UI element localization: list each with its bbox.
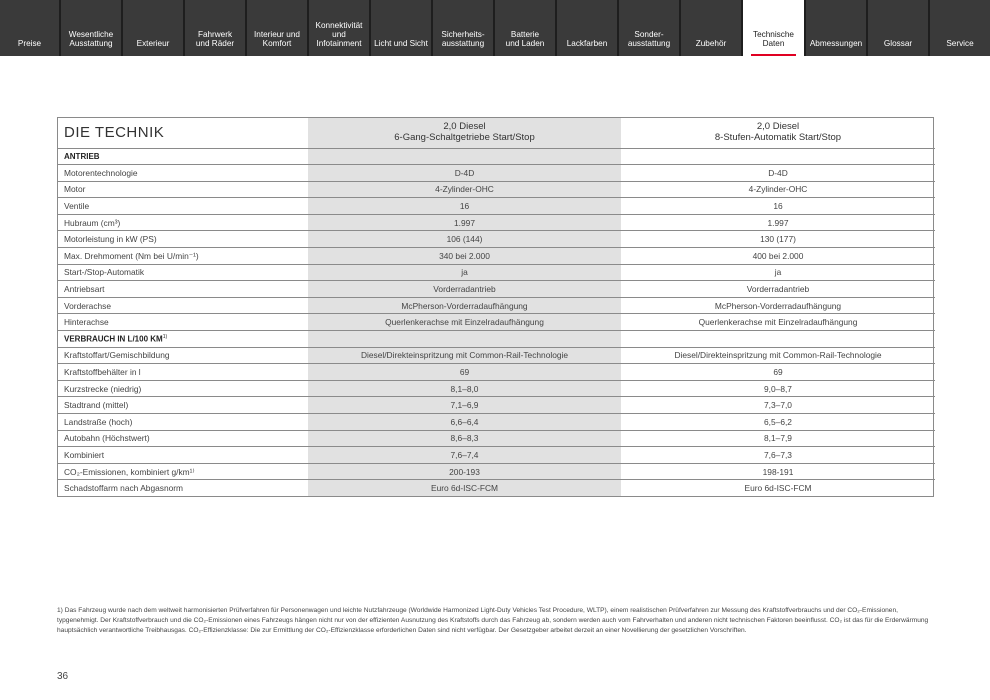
technical-data-table — [57, 117, 934, 497]
table-row — [58, 264, 935, 281]
nav-tab-interieur-und-komfort[interactable]: Interieur und Komfort — [247, 0, 309, 56]
table-header-row — [58, 118, 935, 148]
row-value: 106 (144) — [308, 231, 621, 248]
row-value: 130 (177) — [621, 231, 935, 248]
row-value: 8,1–8,0 — [308, 380, 621, 397]
table-row — [58, 281, 935, 298]
row-value: Diesel/Direkteinspritzung mit Common-Rail-Technologie — [308, 347, 621, 364]
row-value: 9,0–8,7 — [621, 380, 935, 397]
row-value: Euro 6d-ISC-FCM — [744, 483, 812, 494]
row-value: 8,1–7,9 — [621, 430, 935, 447]
nav-tab-exterieur[interactable]: Exterieur — [123, 0, 185, 56]
row-label: Motor — [58, 181, 308, 198]
footnote: 1) Das Fahrzeug wurde nach dem weltweit harmonisierten Prüfverfahren für Personenwagen und leichte Nutzfahrzeuge (Worldwide Harmonized Light-Duty Vehicles Test Procedure, WLTP), einem realistischen Prüfverfahren zur Messung des Kraftstoffverbrauchs und der CO₂-Emissionen, typgenehmigt. Der Kraftstoffverbrauch und die CO₂-Emissionen eines Fahrzeugs hängen nicht nur von der effizienten Ausnutzung des Kraftstoffs durch das Fahrzeug ab, sondern werden auch vom Fahrverhalten und anderen nicht technischen Faktoren beeinflusst. CO₂ ist das für die Erderwärmung hauptsächlich verantwortliche Treibhausgas. CO₂-Effizienzklasse: Die zur Ermittlung der CO₂-Effizienzklasse erforderlichen Daten sind nicht verfügbar. Der Gesetzgeber arbeitet derzeit an einer Novellierung der gesetzlichen Vorschriften. — [57, 607, 929, 634]
section-row-verbrauch — [58, 331, 935, 348]
nav-tab-sonder-ausstattung[interactable]: Sonder- ausstattung — [619, 0, 681, 56]
section-cell — [308, 148, 621, 165]
column-header-manual — [308, 118, 621, 148]
table-title: DIE TECHNIK — [58, 118, 308, 148]
row-value: 198-191 — [621, 463, 935, 480]
section-cell — [621, 148, 935, 165]
table-row — [58, 414, 935, 431]
row-value: ja — [308, 264, 621, 281]
row-label: Schadstoffarm nach Abgasnorm — [64, 483, 184, 494]
row-label: Ventile — [58, 198, 308, 215]
nav-tab-service[interactable]: Service — [930, 0, 990, 56]
row-label: Kraftstoffbehälter in l — [58, 364, 308, 381]
nav-tab-konnektivität-und-infotainment[interactable]: Konnektivität und Infotainment — [309, 0, 371, 56]
row-value: 7,1–6,9 — [308, 397, 621, 414]
row-value: 8,6–8,3 — [308, 430, 621, 447]
row-value: 6,6–6,4 — [308, 414, 621, 431]
nav-tab-preise[interactable]: Preise — [0, 0, 61, 56]
row-value: 4-Zylinder-OHC — [621, 181, 935, 198]
section-label-antrieb: ANTRIEB — [58, 148, 308, 165]
row-label: Motorleistung in kW (PS) — [58, 231, 308, 248]
row-value: 16 — [308, 198, 621, 215]
row-value: 69 — [621, 364, 935, 381]
row-value: McPherson-Vorderradaufhängung — [308, 297, 621, 314]
nav-tab-abmessungen[interactable]: Abmessungen — [806, 0, 868, 56]
table-row — [58, 214, 935, 231]
section-label-verbrauch-text: VERBRAUCH IN L/100 KM — [64, 334, 163, 344]
row-label: CO₂-Emissionen, kombiniert g/km¹⁾ — [58, 463, 308, 480]
row-label: Landstraße (hoch) — [58, 414, 308, 431]
row-label: Vorderachse — [58, 297, 308, 314]
table-row — [58, 463, 935, 480]
row-value: 7,6–7,3 — [621, 447, 935, 464]
row-value: McPherson-Vorderradaufhängung — [621, 297, 935, 314]
row-value: Vorderradantrieb — [308, 281, 621, 298]
row-label: Autobahn (Höchstwert) — [58, 430, 308, 447]
row-label: Stadtrand (mittel) — [58, 397, 308, 414]
row-value: 1.997 — [621, 214, 935, 231]
table-row — [58, 430, 935, 447]
table-row — [58, 347, 935, 364]
top-navigation — [0, 0, 990, 56]
row-value: Euro 6d-ISC-FCM — [308, 480, 621, 497]
table-row — [58, 165, 935, 182]
nav-tab-fahrwerk-und-räder[interactable]: Fahrwerk und Räder — [185, 0, 247, 56]
nav-tab-sicherheits-ausstattung[interactable]: Sicherheits- ausstattung — [433, 0, 495, 56]
row-value: D-4D — [308, 165, 621, 182]
page-number: 36 — [57, 671, 69, 682]
table-row — [58, 231, 935, 248]
table-row — [58, 181, 935, 198]
column-header-automatic-text: 2,0 Diesel 8-Stufen-Automatik Start/Stop — [714, 121, 842, 143]
row-value: Vorderradantrieb — [621, 281, 935, 298]
row-label: Antriebsart — [58, 281, 308, 298]
table-row — [58, 297, 935, 314]
row-value: 200-193 — [308, 463, 621, 480]
row-label: Kurzstrecke (niedrig) — [58, 380, 308, 397]
section-cell — [308, 331, 621, 348]
nav-tab-licht-und-sicht[interactable]: Licht und Sicht — [371, 0, 433, 56]
nav-tab-technische-daten[interactable]: Technische Daten — [743, 0, 806, 56]
table-row — [58, 248, 935, 265]
table-row — [58, 380, 935, 397]
row-value: 340 bei 2.000 — [308, 248, 621, 265]
row-value: 1.997 — [308, 214, 621, 231]
table-row — [58, 198, 935, 215]
row-value: ja — [621, 264, 935, 281]
table-row — [58, 447, 935, 464]
row-value: 7,6–7,4 — [308, 447, 621, 464]
footnote-marker: 1) — [162, 334, 168, 340]
row-value: Querlenkerachse mit Einzelradaufhängung — [308, 314, 621, 331]
table-row — [58, 314, 935, 331]
row-label: Max. Drehmoment (Nm bei U/min⁻¹) — [58, 248, 308, 265]
nav-tab-glossar[interactable]: Glossar — [868, 0, 930, 56]
row-value: 400 bei 2.000 — [621, 248, 935, 265]
row-value: D-4D — [621, 165, 935, 182]
section-label-verbrauch — [58, 331, 308, 348]
nav-tab-lackfarben[interactable]: Lackfarben — [557, 0, 619, 56]
row-label: Hinterachse — [58, 314, 308, 331]
column-header-manual-text: 2,0 Diesel 6-Gang-Schaltgetriebe Start/Stop — [394, 121, 535, 143]
row-value: 6,5–6,2 — [621, 414, 935, 431]
row-value: 69 — [308, 364, 621, 381]
nav-tab-batterie-und-laden[interactable]: Batterie und Laden — [495, 0, 557, 56]
row-label: Hubraum (cm³) — [58, 214, 308, 231]
section-cell — [621, 331, 935, 348]
row-label: Kraftstoffart/Gemischbildung — [58, 347, 308, 364]
row-label: Kombiniert — [58, 447, 308, 464]
row-value: 4-Zylinder-OHC — [308, 181, 621, 198]
row-value: 7,3–7,0 — [621, 397, 935, 414]
nav-tab-zubehör[interactable]: Zubehör — [681, 0, 743, 56]
table-row — [58, 480, 935, 497]
table-row — [58, 397, 935, 414]
row-value: Querlenkerachse mit Einzelradaufhängung — [621, 314, 935, 331]
section-row-antrieb — [58, 148, 935, 165]
row-value: 16 — [621, 198, 935, 215]
row-label: Motorentechnologie — [58, 165, 308, 182]
nav-tab-wesentliche-ausstattung[interactable]: Wesentliche Ausstattung — [61, 0, 123, 56]
row-value: Diesel/Direkteinspritzung mit Common-Rail-Technologie — [621, 347, 935, 364]
table-row — [58, 364, 935, 381]
column-header-automatic — [621, 118, 935, 148]
row-label: Start-/Stop-Automatik — [58, 264, 308, 281]
